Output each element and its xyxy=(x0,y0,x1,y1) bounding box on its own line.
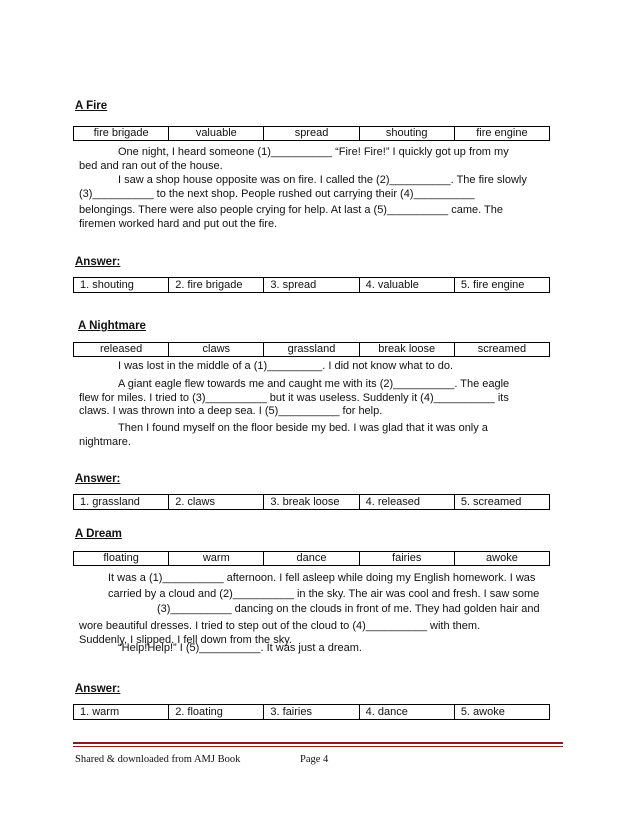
word-box-nightmare xyxy=(73,342,550,357)
answer-cell: 2. floating xyxy=(169,705,264,719)
footer-rule-thin xyxy=(73,746,563,747)
word-cell: released xyxy=(74,343,169,356)
passage-line: bed and ran out of the house. xyxy=(79,160,223,172)
word-cell: valuable xyxy=(169,127,264,140)
passage-line: flew for miles. I tried to (3)__________ but it was useless. Suddenly it (4)__________ its xyxy=(79,392,509,404)
passage-line: Then I found myself on the floor beside my bed. I was glad that it was only a xyxy=(118,422,488,434)
passage-line: wore beautiful dresses. I tried to step out of the cloud to (4)__________ with them. xyxy=(79,620,481,632)
answer-cell: 2. claws xyxy=(169,495,264,509)
answer-cell: 3. spread xyxy=(264,278,359,292)
answer-cell: 5. screamed xyxy=(460,496,522,508)
answer-cell: 4. dance xyxy=(360,705,455,719)
passage-line: belongings. There were also people crying for help. At last a (5)__________ came. The xyxy=(79,204,503,216)
answer-cell: 3. break loose xyxy=(264,495,359,509)
answer-box-fire xyxy=(73,277,550,293)
passage-line: carried by a cloud and (2)__________ in the sky. The air was cool and fresh. I saw some xyxy=(108,588,540,600)
passage-line: (3)__________ to the next shop. People rushed out carrying their (4)__________ xyxy=(79,188,475,200)
word-cell: grassland xyxy=(264,343,359,356)
answer-cell: 2. fire brigade xyxy=(169,278,264,292)
passage-line: A giant eagle flew towards me and caught me with its (2)__________. The eagle xyxy=(118,378,510,390)
footer-rule xyxy=(73,742,563,744)
answer-label-dream: Answer: xyxy=(75,683,121,695)
answer-box-nightmare xyxy=(73,494,550,510)
section-title-dream: A Dream xyxy=(75,528,122,540)
passage-line: (3)__________ dancing on the clouds in front of me. They had golden hair and xyxy=(157,603,540,615)
word-cell: break loose xyxy=(360,343,455,356)
footer-page-number: Page 4 xyxy=(300,754,329,765)
passage-line: It was a (1)__________ afternoon. I fell asleep while doing my English homework. I was xyxy=(108,572,536,584)
passage-line: “Help!Help!” I (5)__________. It was just a dream. xyxy=(118,642,362,654)
word-cell: awoke xyxy=(486,552,518,564)
passage-line: firemen worked hard and put out the fire. xyxy=(79,218,278,230)
word-cell: spread xyxy=(264,127,359,140)
word-box-dream xyxy=(73,551,550,566)
word-cell: floating xyxy=(74,552,169,565)
passage-line: I was lost in the middle of a (1)_________. I did not know what to do. xyxy=(118,360,454,372)
passage-line: One night, I heard someone (1)__________ “Fire! Fire!” I quickly got up from my xyxy=(118,146,509,158)
answer-cell: 4. valuable xyxy=(360,278,455,292)
footer-source: Shared & downloaded from AMJ Book xyxy=(75,754,241,765)
word-cell: warm xyxy=(169,552,264,565)
answer-cell: 5. fire engine xyxy=(460,279,525,291)
word-cell: fire engine xyxy=(476,127,528,139)
passage-line: claws. I was thrown into a deep sea. I (5)__________ for help. xyxy=(79,405,383,417)
answer-label-fire: Answer: xyxy=(75,256,121,268)
passage-line: Suddenly, I slipped. I fell down from the sky. xyxy=(79,634,292,646)
word-cell: fire brigade xyxy=(74,127,169,140)
word-cell: claws xyxy=(169,343,264,356)
word-box-fire xyxy=(73,126,550,141)
answer-cell: 5. awoke xyxy=(460,706,505,718)
word-cell: screamed xyxy=(477,343,527,355)
answer-cell: 1. warm xyxy=(74,705,169,719)
answer-box-dream xyxy=(73,704,550,720)
word-cell: shouting xyxy=(360,127,455,140)
passage-line: I saw a shop house opposite was on fire. I called the (2)__________. The fire slowly xyxy=(118,174,527,186)
section-title-nightmare: A Nightmare xyxy=(78,320,146,332)
section-title-fire: A Fire xyxy=(75,100,108,112)
passage-line: nightmare. xyxy=(79,436,131,448)
word-cell: fairies xyxy=(360,552,455,565)
word-cell: dance xyxy=(264,552,359,565)
answer-cell: 4. released xyxy=(360,495,455,509)
answer-cell: 1. shouting xyxy=(74,278,169,292)
answer-cell: 1. grassland xyxy=(74,495,169,509)
answer-cell: 3. fairies xyxy=(264,705,359,719)
answer-label-nightmare: Answer: xyxy=(75,473,121,485)
